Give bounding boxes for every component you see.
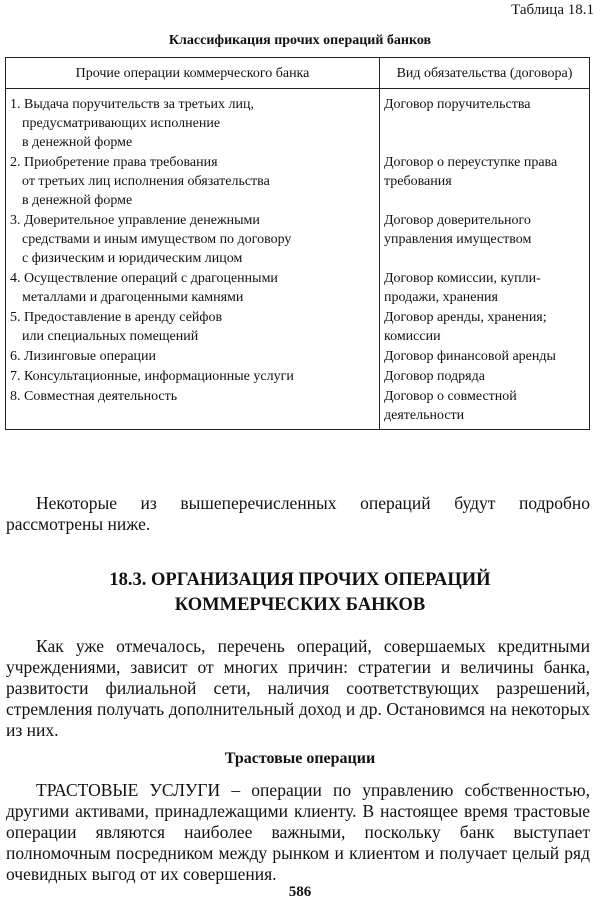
contract-cell: Договор о переуступке права требования [380, 153, 590, 211]
operation-line: 1. Выдача поручительств за третьих лиц, [10, 97, 254, 112]
operation-line: металлами и драгоценными камнями [22, 290, 244, 305]
section-title [0, 568, 600, 618]
operation-line: 3. Доверительное управление денежными [10, 213, 260, 228]
operation-cell [6, 367, 380, 387]
section-title-line-2: КОММЕРЧЕСКИХ БАНКОВ [174, 595, 426, 615]
contract-cell: Договор о совместной деятельности [380, 387, 590, 430]
table-header-row [6, 58, 590, 89]
contract-cell: Договор доверительного управления имуществом [380, 211, 590, 269]
table-number: Таблица 18.1 [511, 2, 594, 18]
table-row [6, 347, 590, 367]
contract-cell: Договор аренды, хранения; комиссии [380, 308, 590, 347]
contract-cell: Договор финансовой аренды [380, 347, 590, 367]
table-row [6, 211, 590, 269]
operation-cell [6, 308, 380, 347]
subheading-trust-operations: Трастовые операции [224, 750, 376, 767]
operation-line: в денежной форме [22, 135, 133, 150]
operation-line: 8. Совместная деятельность [10, 389, 178, 404]
operation-cell [6, 269, 380, 308]
operation-line: предусматривающих исполнение [22, 116, 221, 131]
column-header-contract: Вид обязательства (договора) [380, 58, 590, 89]
operation-line: или специальных помещений [22, 329, 199, 344]
operation-line: 6. Лизинговые операции [10, 349, 157, 364]
operation-line: 2. Приобретение права требования [10, 155, 218, 170]
page-number: 586 [288, 884, 312, 900]
section-title-line-1: 18.3. ОРГАНИЗАЦИЯ ПРОЧИХ ОПЕРАЦИЙ [109, 570, 491, 590]
operation-cell [6, 347, 380, 367]
trust-paragraph: ТРАСТОВЫЕ УСЛУГИ – операции по управлению собственностью, другими активами, принадлежащими клиенту. В настоящее время трастовые операции являются наиболее важными, поскольку банк выступает полномочным посредником между рынком и клиентом и получает целый ряд очевидных выгод от их совершения. [6, 780, 590, 884]
operations-table [5, 57, 590, 430]
operation-cell [6, 153, 380, 211]
table-row [6, 153, 590, 211]
operation-cell [6, 211, 380, 269]
operation-line: от третьих лиц исполнения обязательства [22, 174, 270, 189]
table-row [6, 367, 590, 387]
table-title: Классификация прочих операций банков [168, 33, 432, 48]
operation-line: 7. Консультационные, информационные услуги [10, 369, 294, 384]
table-row [6, 387, 590, 430]
table-row [6, 269, 590, 308]
after-table-paragraph: Некоторые из вышеперечисленных операций будут подробно рассмотрены ниже. [6, 493, 590, 534]
operation-line: средствами и иным имуществом по договору [22, 232, 292, 247]
section-paragraph: Как уже отмечалось, перечень операций, совершаемых кредитными учреждениями, зависит от многих причин: стратегии и величины банка, развитости филиальной сети, наличия соответствующих разрешений, стремления получать дополнительный доход и др. Остановимся на некоторых из них. [6, 636, 590, 740]
operation-line: в денежной форме [22, 193, 133, 208]
contract-cell: Договор комиссии, купли-продажи, хранения [380, 269, 590, 308]
contract-cell: Договор поручительства [380, 89, 590, 154]
operation-cell [6, 387, 380, 430]
operation-cell [6, 89, 380, 154]
column-header-operations: Прочие операции коммерческого банка [6, 58, 380, 89]
table-row [6, 308, 590, 347]
operation-line: с физическим и юридическим лицом [22, 251, 243, 266]
contract-cell: Договор подряда [380, 367, 590, 387]
operation-line: 4. Осуществление операций с драгоценными [10, 271, 278, 286]
table-row [6, 89, 590, 154]
operation-line: 5. Предоставление в аренду сейфов [10, 310, 223, 325]
